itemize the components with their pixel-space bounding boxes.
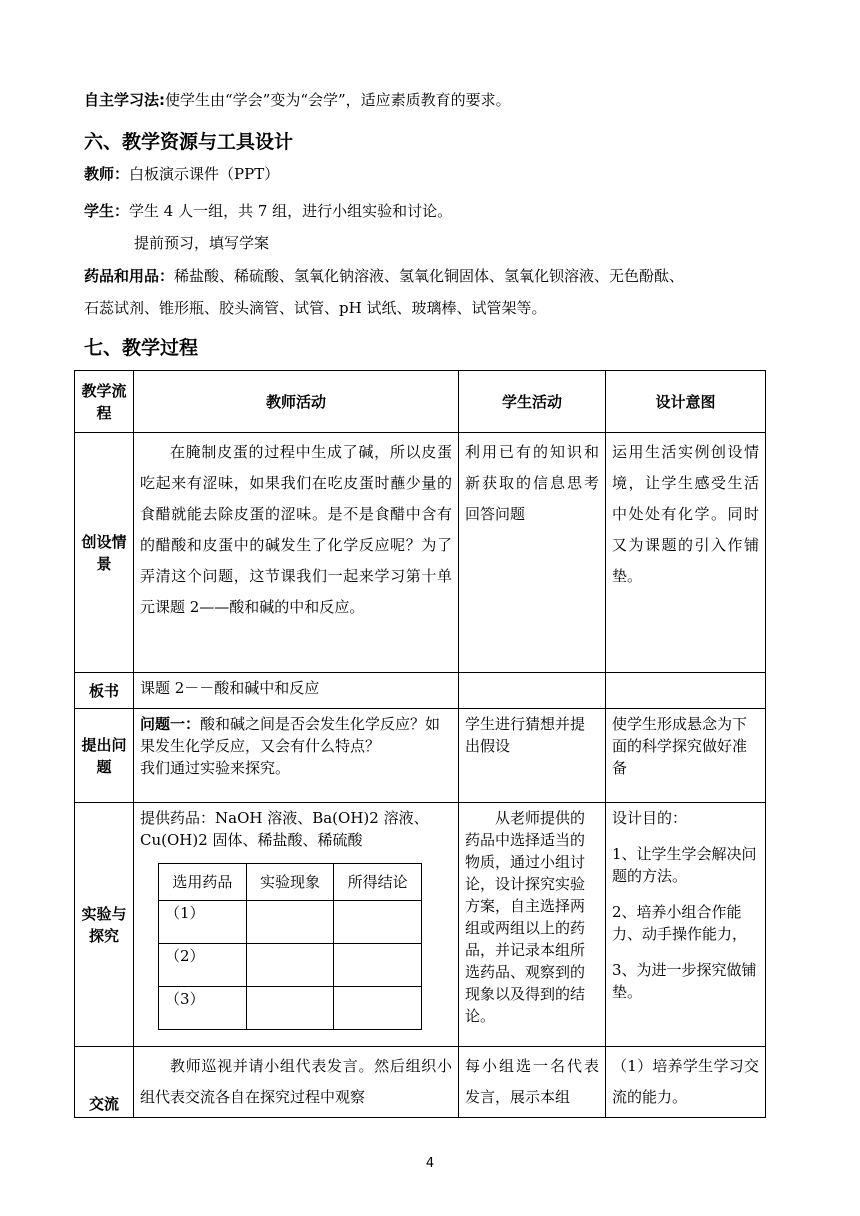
experiment-table-row xyxy=(159,987,422,1030)
experiment-intent-item: 1、让学生学会解决问题的方法。 xyxy=(612,845,757,885)
scenario-intent-text: 运用生活实例创设情境，让学生感受生活中处处有化学。同时又为课题的引入作铺垫。 xyxy=(612,443,759,585)
row-flow-experiment: 实验与探究 xyxy=(75,803,134,1047)
experiment-student-text: 从老师提供的药品中选择适当的物质，通过小组讨论，设计探究实验方案，自主选择两组或两组以上的药品，并记录本组所选药品、观察到的现象以及得到的结论。 xyxy=(465,809,586,1025)
row-intent-exchange xyxy=(606,1047,766,1118)
table-row xyxy=(75,1047,766,1118)
table-row xyxy=(75,673,766,709)
teacher-text: 白板演示课件（PPT） xyxy=(129,165,280,183)
materials-text: 稀盐酸、稀硫酸、氢氧化钠溶液、氢氧化铜固体、氢氧化钡溶液、无色酚酞、 xyxy=(174,267,685,285)
inner-row-label: （1） xyxy=(159,901,247,944)
experiment-intent-item: 2、培养小组合作能力、动手操作能力， xyxy=(612,903,748,943)
question-text xyxy=(140,713,452,757)
table-header-row xyxy=(75,371,766,433)
materials-line xyxy=(84,266,684,286)
materials-label: 药品和用品： xyxy=(84,267,175,285)
experiment-table-row xyxy=(159,901,422,944)
experiment-intent-item: 3、为进一步探究做铺垫。 xyxy=(612,961,757,1001)
row-flow-exchange: 交流 xyxy=(75,1047,134,1118)
row-student-exchange xyxy=(459,1047,606,1118)
table-row xyxy=(75,709,766,803)
header-intent: 设计意图 xyxy=(606,371,766,433)
row-teacher-exchange xyxy=(134,1047,459,1118)
row-teacher-question xyxy=(134,709,459,803)
experiment-intent-title: 设计目的： xyxy=(612,809,688,827)
scenario-student-text: 利用已有的知识和新获取的信息思考回答问题 xyxy=(465,443,599,523)
exchange-intent-text: （1）培养学生学习交流的能力。 xyxy=(612,1057,759,1106)
inner-header-phenomenon: 实验现象 xyxy=(246,864,334,901)
experiment-table-row xyxy=(159,944,422,987)
teacher-resource-line xyxy=(84,164,279,184)
inner-row-label: （2） xyxy=(159,944,247,987)
exchange-teacher-text: 教师巡视并请小组代表发言。然后组织小组代表交流各自在探究过程中观察 xyxy=(140,1057,452,1106)
experiment-record-table xyxy=(158,863,422,1030)
inner-cell xyxy=(246,987,334,1030)
self-study-label: 自主学习法: xyxy=(84,91,165,109)
teaching-process-table xyxy=(74,370,766,1118)
row-teacher-experiment xyxy=(134,803,459,1047)
question-followup: 我们通过实验来探究。 xyxy=(140,759,291,777)
inner-header-conclusion: 所得结论 xyxy=(334,864,422,901)
row-intent-experiment xyxy=(606,803,766,1047)
row-teacher-board: 课题 2－－酸和碱中和反应 xyxy=(134,673,459,709)
question-intent-text: 使学生形成悬念为下面的科学探究做好准备 xyxy=(612,715,748,777)
row-student-scenario xyxy=(459,433,606,673)
student-label: 学生： xyxy=(84,202,130,220)
inner-cell xyxy=(334,944,422,987)
row-intent-question xyxy=(606,709,766,803)
self-study-text: 使学生由“学会”变为“会学”，适应素质教育的要求。 xyxy=(165,91,511,109)
row-flow-scenario: 创设情景 xyxy=(75,433,134,673)
row-flow-question: 提出问题 xyxy=(75,709,134,803)
materials-line-2: 石蕊试剂、锥形瓶、胶头滴管、试管、pH 试纸、玻璃棒、试管架等。 xyxy=(84,299,547,317)
inner-cell xyxy=(334,901,422,944)
question-body: 酸和碱之间是否会发生化学反应？如果发生化学反应，又会有什么特点？ xyxy=(140,715,441,755)
inner-cell xyxy=(334,987,422,1030)
experiment-teacher-text: 提供药品：NaOH 溶液、Ba(OH)2 溶液、Cu(OH)2 固体、稀盐酸、稀硫酸 xyxy=(140,809,429,849)
inner-header-drug: 选用药品 xyxy=(159,864,247,901)
row-teacher-scenario xyxy=(134,433,459,673)
inner-cell xyxy=(246,944,334,987)
section-7-heading: 七、教学过程 xyxy=(84,337,199,359)
table-row xyxy=(75,433,766,673)
row-student-question xyxy=(459,709,606,803)
section-6-heading: 六、教学资源与工具设计 xyxy=(84,131,294,153)
table-row xyxy=(75,803,766,1047)
exchange-student-text: 每小组选一名代表发言，展示本组 xyxy=(465,1057,599,1106)
row-intent-board xyxy=(606,673,766,709)
experiment-table-header xyxy=(159,864,422,901)
row-intent-scenario xyxy=(606,433,766,673)
row-student-board xyxy=(459,673,606,709)
row-student-experiment xyxy=(459,803,606,1047)
student-resource-line xyxy=(84,201,452,221)
row-flow-board: 板书 xyxy=(75,673,134,709)
header-teacher: 教师活动 xyxy=(134,371,459,433)
question-student-text: 学生进行猜想并提出假设 xyxy=(465,715,586,755)
header-flow: 教学流程 xyxy=(75,371,134,433)
self-study-line xyxy=(84,90,511,110)
question-label: 问题一： xyxy=(140,715,201,733)
page-number: 4 xyxy=(425,1156,435,1171)
header-student: 学生活动 xyxy=(459,371,606,433)
inner-row-label: （3） xyxy=(159,987,247,1030)
teacher-label: 教师： xyxy=(84,165,130,183)
student-resource-line-2: 提前预习，填写学案 xyxy=(134,234,270,252)
inner-cell xyxy=(246,901,334,944)
scenario-teacher-text: 在腌制皮蛋的过程中生成了碱，所以皮蛋吃起来有涩味，如果我们在吃皮蛋时蘸少量的食醋就能去除皮蛋的涩味。是不是食醋中含有的醋酸和皮蛋中的碱发生了化学反应呢？为了弄清这个问题，这节课我们一起来学习第十单元课题 2——酸和碱的中和反应。 xyxy=(140,443,452,616)
student-text: 学生 4 人一组，共 7 组，进行小组实验和讨论。 xyxy=(129,202,453,220)
